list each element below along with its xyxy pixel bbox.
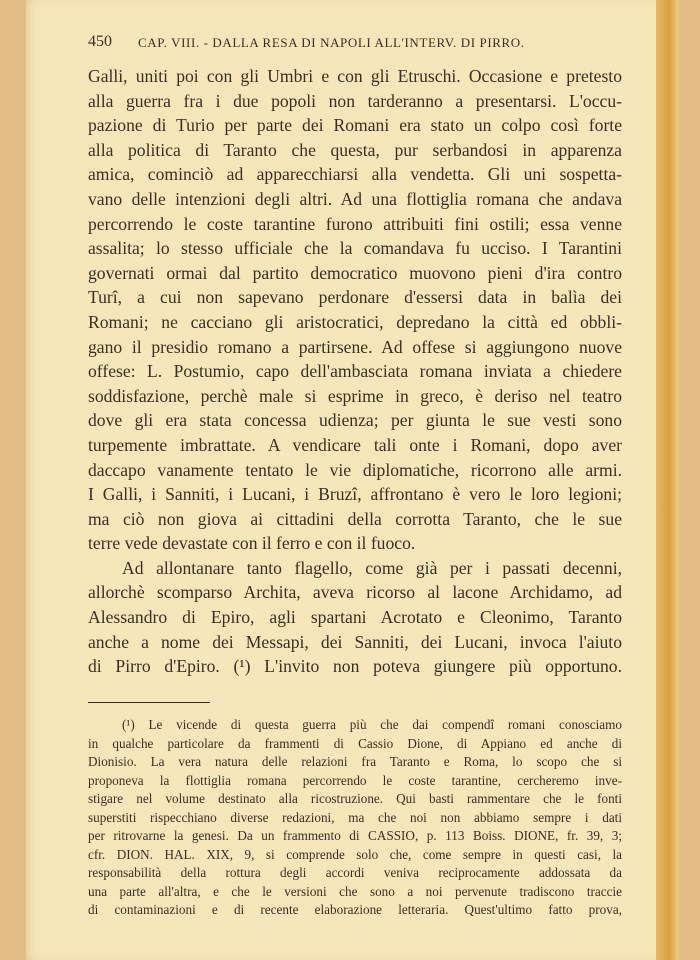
text-line: gano il presidio romano a partirsene. Ad offese si aggiungono nuove <box>88 336 622 357</box>
text-line: Ad allontanare tanto flagello, come già per i passati decenni, <box>122 557 622 578</box>
text-line: dove gli era stata concessa udienza; per giunta le sue vesti sono <box>88 410 622 431</box>
footnote-line: superstiti rispecchiano diverse redazioni, ma che noi non abbiamo sempre i dati <box>88 809 622 825</box>
text-line: Galli, uniti poi con gli Umbri e con gli Etruschi. Occasione e pretesto <box>88 66 622 86</box>
text-line: pazione di Turio per parte dei Romani era stato un colpo così forte <box>88 115 622 136</box>
text-line: soddisfazione, perchè male si esprime in greco, è deriso nel teatro <box>88 385 622 406</box>
text-line: turpemente imbrattate. A vendicare tali onte i Romani, dopo aver <box>88 434 622 455</box>
text-line: vano delle intenzioni degli altri. Ad una flottiglia romana che andava <box>88 188 622 209</box>
text-line: alla politica di Taranto che questa, pur serbandosi in apparenza <box>88 139 622 160</box>
text-line: governati ormai dal partito democratico muovono pieni d'ira contro <box>88 262 622 283</box>
text-line: I Galli, i Sanniti, i Lucani, i Bruzî, affrontano è vero le loro legioni; <box>88 484 622 505</box>
text-line: Turî, a cui non sapevano perdonare d'essersi data in balìa dei <box>88 287 622 308</box>
footnote-line: una parte all'altra, e che le versioni che sono a noi pervenute tradiscono traccie <box>88 883 622 899</box>
page-number: 450 <box>88 33 112 50</box>
text-line: assalita; lo stesso ufficiale che la comandava fu ucciso. I Tarantini <box>88 238 622 259</box>
text-line: Alessandro di Epiro, agli spartani Acrotato e Cleonimo, Taranto <box>88 607 622 628</box>
footnote-line: responsabilità della rottura degli accordi veniva reciprocamente addossata da <box>88 865 622 880</box>
text-line: Romani; ne cacciano gli aristocratici, depredano la città ed obbli- <box>88 311 622 332</box>
text-line: percorrendo le coste tarantine furono attribuiti fini ostili; essa venne <box>88 213 622 234</box>
footnote-line: proponeva la flottiglia romana percorrendo le coste tarantine, cercheremo inve- <box>88 772 622 788</box>
text-line: alla guerra fra i due popoli non tarderanno a presentarsi. L'occu- <box>88 90 622 111</box>
text-line: ma ciò non giova ai cittadini della corrotta Taranto, che le sue <box>88 508 622 529</box>
footnote-line: di contaminazioni e di recente elaborazione letteraria. Quest'ultimo fatto prova, <box>88 902 622 917</box>
text-line: terre vede devastate con il ferro e con il fuoco. <box>88 533 416 554</box>
main-text <box>88 64 622 679</box>
text-line: amica, cominciò ad apparecchiarsi alla vendetta. Gli uni sospetta- <box>88 164 622 185</box>
footnote-line: cfr. DION. HAL. XIX, 9, si comprende solo che, come sempre in questi casi, la <box>88 846 622 862</box>
footnote-line: in qualche particolare da frammenti di Cassio Dione, di Appiano ed anche di <box>88 735 622 751</box>
text-line: daccapo vanamente tentato le vie diplomatiche, ricorrono alle armi. <box>88 459 622 480</box>
footnote-line: stigare nel volume destinato alla ricostruzione. Qui basti rammentare che le fonti <box>88 791 622 806</box>
running-title: CAP. VIII. - DALLA RESA DI NAPOLI ALL'INTERV. DI PIRRO. <box>138 35 525 50</box>
footnote-divider <box>88 702 210 703</box>
page-header <box>88 33 568 55</box>
footnote-line: Dionisio. La vera natura delle relazioni fra Taranto e Roma, lo scopo che si <box>88 754 622 769</box>
text-line: allorchè scomparso Archita, aveva ricorso al lacone Archidamo, ad <box>88 582 622 603</box>
footnote-line: (¹) Le vicende di questa guerra più che dai compendî romani conosciamo <box>122 717 622 732</box>
footnotes <box>88 716 622 920</box>
text-line: anche a nome dei Messapi, dei Sanniti, dei Lucani, invoca l'aiuto <box>88 631 622 652</box>
text-line: di Pirro d'Epiro. (¹) L'invito non poteva giungere più opportuno. <box>88 656 622 677</box>
page-edge <box>656 0 678 960</box>
footnote-line: per ritrovarne la genesi. Da un frammento di CASSIO, p. 113 Boiss. DIONE, fr. 39, 3; <box>88 828 622 843</box>
text-line: offese: L. Postumio, capo dell'ambasciata romana inviata a chiedere <box>88 361 622 382</box>
